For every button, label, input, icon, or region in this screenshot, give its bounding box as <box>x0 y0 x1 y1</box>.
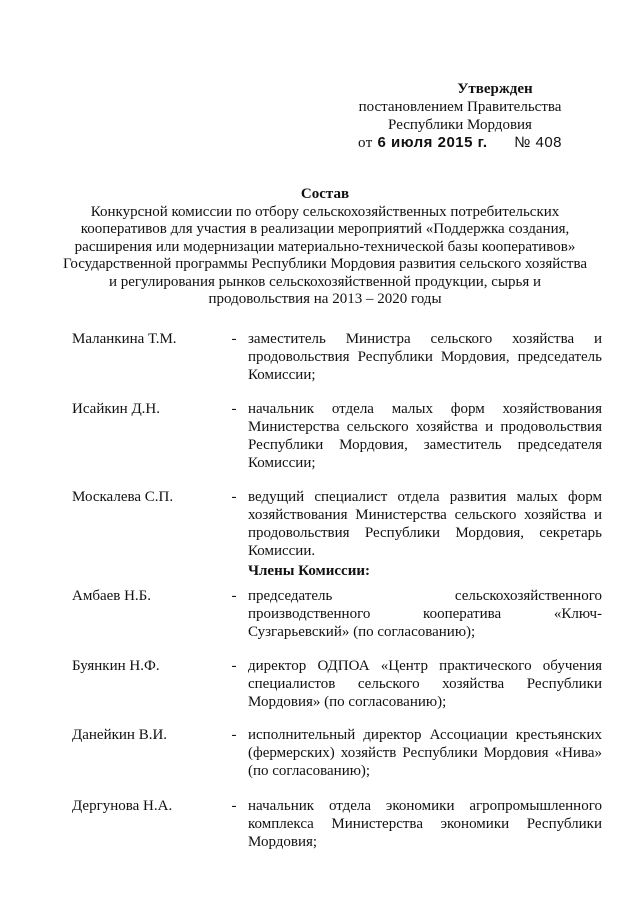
approved-label: Утвержден <box>457 81 533 97</box>
date-prefix: от <box>357 135 373 151</box>
member-description: директор ОДПОА «Центр практического обучения специалистов сельского хозяйства Республики Мордовия» (по согласованию); <box>248 658 602 710</box>
member-description: ведущий специалист отдела развития малых форм хозяйствования Министерства сельского хозяйства и продовольствия Республики Мордовия, секретарь Комиссии. <box>248 489 602 559</box>
number-sign: № <box>514 134 531 151</box>
member-description: исполнительный директор Ассоциации крестьянских (фермерских) хозяйств Республики Мордовия «Нива» (по согласованию); <box>248 727 602 779</box>
member-dash: - <box>231 658 237 674</box>
member-name: Исайкин Д.Н. <box>72 401 161 417</box>
member-name: Буянкин Н.Ф. <box>72 658 160 674</box>
approval-block <box>330 80 590 152</box>
title-body: Конкурсной комиссии по отбору сельскохозяйственных потребительских кооперативов для участия в реализации мероприятий «Поддержка создания, расширения или модернизации материально-технической базы кооперативов» Государственной программы Республики Мордовия развития сельского хозяйства и регулирования рынков сельскохозяйственной продукции, сырья и продовольствия на 2013 – 2020 годы <box>62 203 588 307</box>
approval-line-2: Республики Мордовия <box>388 117 532 133</box>
member-name: Дергунова Н.А. <box>72 798 173 814</box>
approval-number: 408 <box>535 134 563 151</box>
member-dash: - <box>231 331 237 347</box>
approval-line-1: постановлением Правительства <box>358 99 562 115</box>
member-dash: - <box>231 588 237 604</box>
member-dash: - <box>231 401 237 417</box>
member-description: заместитель Министра сельского хозяйства и продовольствия Республики Мордовия, председатель Комиссии; <box>248 331 602 383</box>
members-heading: Члены Комиссии: <box>248 563 370 579</box>
member-description: председатель сельскохозяйственного производственного кооператива «Ключ-Сузгарьевский» (по согласованию); <box>248 588 602 640</box>
document-title <box>60 186 590 309</box>
member-name: Амбаев Н.Б. <box>72 588 152 604</box>
title-heading: Состав <box>300 186 350 202</box>
member-dash: - <box>231 798 237 814</box>
member-description: начальник отдела малых форм хозяйствования Министерства сельского хозяйства и продовольствия Республики Мордовия, заместитель председателя Комиссии; <box>248 401 602 471</box>
approval-date-line <box>330 134 590 152</box>
approval-date: 6 июля 2015 г. <box>377 134 488 151</box>
member-name: Маланкина Т.М. <box>72 331 177 347</box>
member-dash: - <box>231 489 237 505</box>
member-description: начальник отдела экономики агропромышленного комплекса Министерства экономики Республики Мордовия; <box>248 798 602 850</box>
member-dash: - <box>231 727 237 743</box>
member-name: Данейкин В.И. <box>72 727 168 743</box>
member-name: Москалева С.П. <box>72 489 174 505</box>
